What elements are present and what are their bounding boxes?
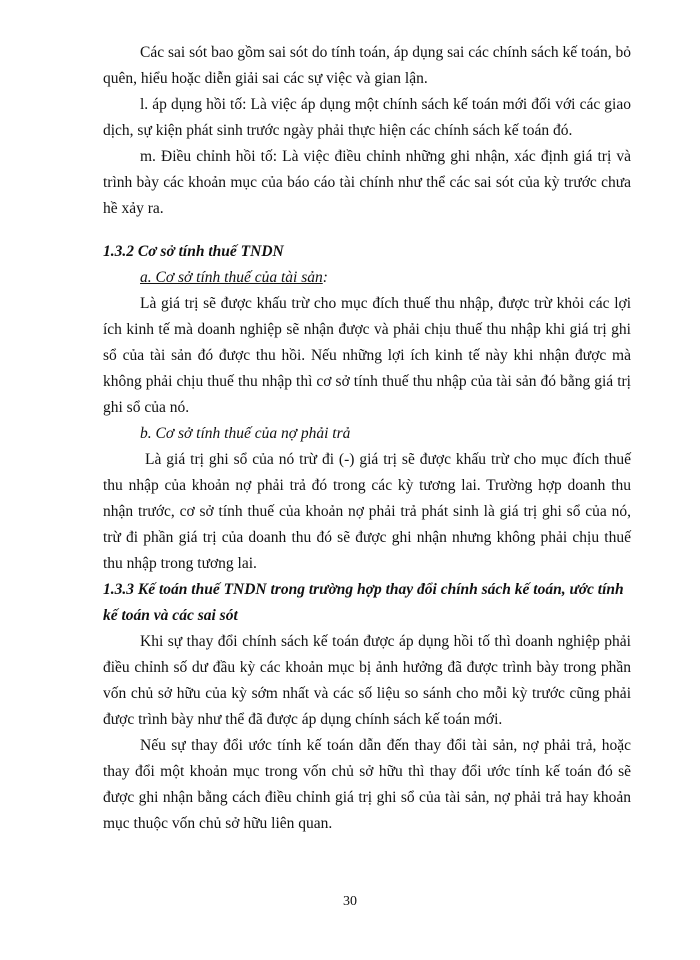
- subheading-asset-tax-base: [103, 265, 631, 291]
- paragraph-liability-tax-base: Là giá trị ghi sổ của nó trừ đi (-) giá trị sẽ được khấu trừ cho mục đích thuế thu nhập của khoản nợ phải trả đó trong các kỳ tương lai. Trường hợp doanh thu nhận trước, cơ sở tính thuế của khoản nợ phải trả phát sinh là giá trị ghi sổ của nó, trừ đi phần giá trị của doanh thu đó sẽ được ghi nhận nhưng không phải chịu thuế thu nhập trong tương lai.: [103, 451, 631, 572]
- paragraph-asset-tax-base: Là giá trị sẽ được khấu trừ cho mục đích thuế thu nhập, được trừ khỏi các lợi ích kinh tế mà doanh nghiệp sẽ nhận được và phải chịu thuế thu nhập khi giá trị ghi sổ của tài sản đó được thu hồi. Nếu những lợi ích kinh tế này khi nhận được mà không phải chịu thuế thu nhập thì cơ sở tính thuế thu nhập của tài sản đó bằng giá trị ghi sổ của nó.: [103, 295, 631, 416]
- paragraph-estimate-change: Nếu sự thay đổi ước tính kế toán dẫn đến thay đổi tài sản, nợ phải trả, hoặc thay đổi một khoản mục trong vốn chủ sở hữu thì thay đổi ước tính kế toán đó sẽ được ghi nhận bằng cách điều chỉnh giá trị ghi sổ của tài sản, nợ phải trả hay khoản mục thuộc vốn chủ sở hữu liên quan.: [103, 737, 631, 832]
- spacer: [103, 222, 631, 239]
- section-heading-1-3-3: 1.3.3 Kế toán thuế TNDN trong trường hợp thay đổi chính sách kế toán, ước tính kế toán và các sai sót: [103, 581, 624, 624]
- document-page: [103, 40, 631, 837]
- subheading-colon: :: [322, 269, 328, 286]
- subheading-asset-tax-base-text: a. Cơ sở tính thuế của tài sản: [140, 269, 323, 286]
- paragraph-errors: Các sai sót bao gồm sai sót do tính toán, áp dụng sai các chính sách kế toán, bỏ quên, hiểu hoặc diễn giải sai các sự việc và gian lận.: [103, 44, 631, 87]
- paragraph-retrospective-restatement: m. Điều chỉnh hồi tố: Là việc điều chỉnh những ghi nhận, xác định giá trị và trình bày các khoản mục của báo cáo tài chính như thể các sai sót của kỳ trước chưa hề xảy ra.: [103, 148, 631, 217]
- section-heading-1-3-2: 1.3.2 Cơ sở tính thuế TNDN: [103, 243, 284, 260]
- paragraph-retrospective-application: l. áp dụng hồi tố: Là việc áp dụng một chính sách kế toán mới đối với các giao dịch, sự kiện phát sinh trước ngày phải thực hiện các chính sách kế toán đó.: [103, 96, 631, 139]
- paragraph-policy-change: Khi sự thay đổi chính sách kế toán được áp dụng hồi tố thì doanh nghiệp phải điều chỉnh số dư đầu kỳ các khoản mục bị ảnh hưởng đã được trình bày trong phần vốn chủ sở hữu của kỳ sớm nhất và các số liệu so sánh cho mỗi kỳ trước cũng phải được trình bày như thể đã được áp dụng chính sách kế toán mới.: [103, 633, 631, 728]
- subheading-liability-tax-base: b. Cơ sở tính thuế của nợ phải trả: [140, 425, 351, 442]
- page-number: 30: [343, 894, 357, 909]
